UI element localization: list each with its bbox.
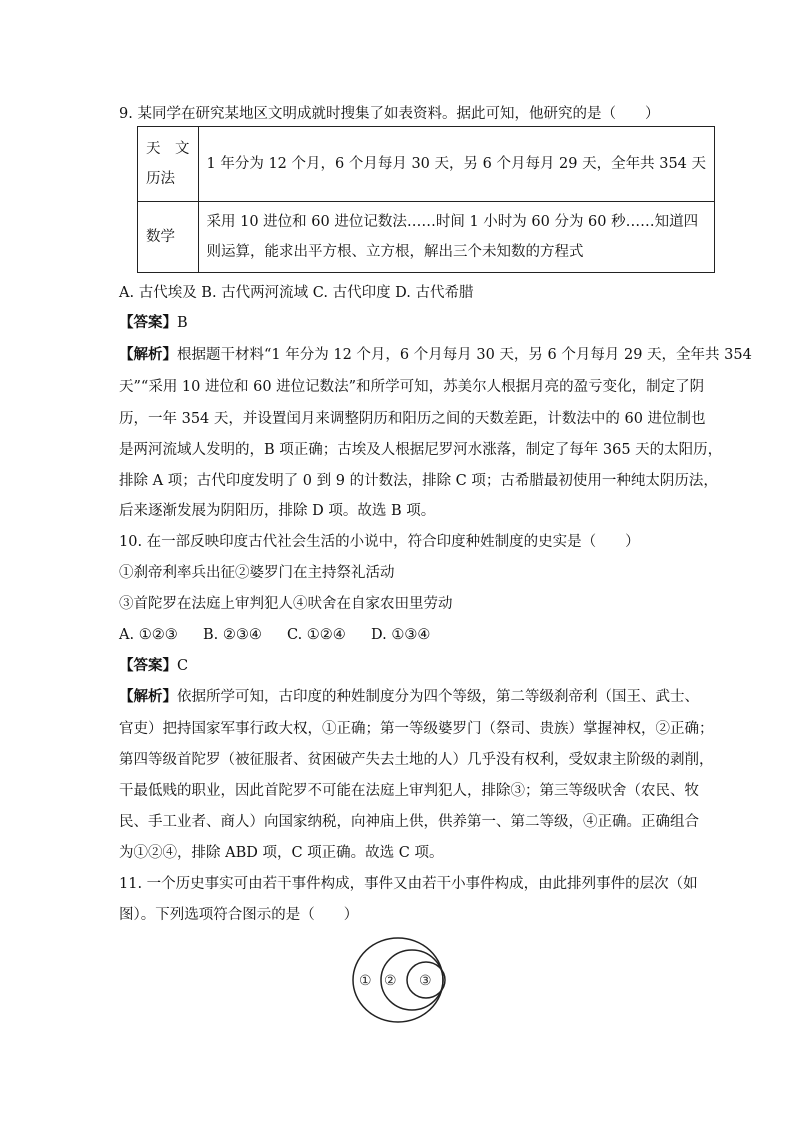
- q10-analysis-line: 第四等级首陀罗（被征服者、贫困破产失去土地的人）几乎没有权利，受奴隶主阶级的剥削，: [119, 752, 714, 768]
- q10-statement: ③首陀罗在法庭上审判犯人④吠舍在自家农田里劳动: [119, 596, 453, 612]
- table-row: [138, 202, 715, 273]
- q9-analysis-line: 【解析】根据题干材料“1 年分为 12 个月，6 个月每月 30 天，另 6 个月每月 29 天，全年共 354: [119, 346, 752, 363]
- q9-options: A. 古代埃及 B. 古代两河流域 C. 古代印度 D. 古代希腊: [119, 285, 474, 301]
- q10-answer: [119, 656, 188, 676]
- nested-circles-diagram: [350, 933, 450, 1025]
- answer-label: 【答案】: [119, 314, 177, 331]
- table-row-header: 数学: [138, 202, 199, 273]
- option-a: A. ①②③: [119, 627, 178, 643]
- q9-data-table: [137, 126, 715, 273]
- q10-options: [119, 625, 430, 645]
- q9-analysis-line: 历，一年 354 天，并设置闰月来调整阴历和阳历之间的天数差距，计数法中的 60 进位制也: [119, 411, 706, 427]
- answer-label: 【答案】: [119, 657, 177, 674]
- analysis-label: 【解析】: [119, 688, 177, 705]
- q10-stem: 10. 在一部反映印度古代社会生活的小说中，符合印度种姓制度的史实是（ ）: [119, 534, 640, 550]
- analysis-label: 【解析】: [119, 346, 177, 363]
- table-cell: 采用 10 进位和 60 进位记数法……时间 1 小时为 60 分为 60 秒……知道四 则运算，能求出平方根、立方根，解出三个未知数的方程式: [198, 202, 715, 273]
- option-b: B. ②③④: [203, 627, 262, 643]
- q9-analysis-line: 是两河流域人发明的，B 项正确；古埃及人根据尼罗河水涨落，制定了每年 365 天的太阳历，: [119, 442, 723, 458]
- q9-analysis-line: 后来逐渐发展为阴阳历，排除 D 项。故选 B 项。: [119, 503, 436, 519]
- q10-analysis-line: 民、手工业者、商人）向国家纳税，向神庙上供，供养第一、第二等级，④正确。正确组合: [119, 814, 699, 830]
- table-cell: 1 年分为 12 个月，6 个月每月 30 天，另 6 个月每月 29 天，全年共 354 天: [198, 127, 715, 202]
- q10-statement: ①刹帝利率兵出征②婆罗门在主持祭礼活动: [119, 565, 395, 581]
- q10-analysis-line: 【解析】依据所学可知，古印度的种姓制度分为四个等级，第二等级刹帝利（国王、武士、: [119, 688, 699, 705]
- q11-stem-line: 11. 一个历史事实可由若干事件构成，事件又由若干小事件构成，由此排列事件的层次（如: [119, 876, 698, 892]
- q10-analysis-line: 为①②④，排除 ABD 项，C 项正确。故选 C 项。: [119, 845, 444, 861]
- option-d: D. ①③④: [371, 627, 431, 643]
- table-row-header: 天 文 历法: [138, 127, 199, 202]
- q9-analysis-line: 排除 A 项；古代印度发明了 0 到 9 的计数法，排除 C 项；古希腊最初使用一种纯太阴历法，: [119, 473, 718, 489]
- diagram-label-2: ②: [384, 973, 397, 989]
- diagram-label-3: ③: [419, 973, 432, 989]
- q9-stem: 9. 某同学在研究某地区文明成就时搜集了如表资料。据此可知，他研究的是（ ）: [119, 106, 660, 122]
- answer-value: C: [177, 658, 189, 674]
- q9-answer: [119, 313, 188, 333]
- answer-value: B: [177, 315, 188, 331]
- q9-analysis-line: 天”“采用 10 进位和 60 进位记数法”和所学可知，苏美尔人根据月亮的盈亏变化，制定了阴: [119, 379, 705, 395]
- q11-stem-line: 图）。下列选项符合图示的是（ ）: [119, 907, 359, 923]
- option-c: C. ①②④: [287, 627, 346, 643]
- q10-analysis-line: 干最低贱的职业，因此首陀罗不可能在法庭上审判犯人，排除③；第三等级吠舍（农民、牧: [119, 783, 699, 799]
- q10-analysis-line: 官吏）把持国家军事行政大权，①正确；第一等级婆罗门（祭司、贵族）掌握神权，②正确；: [119, 721, 714, 737]
- table-row: [138, 127, 715, 202]
- diagram-label-1: ①: [359, 973, 372, 989]
